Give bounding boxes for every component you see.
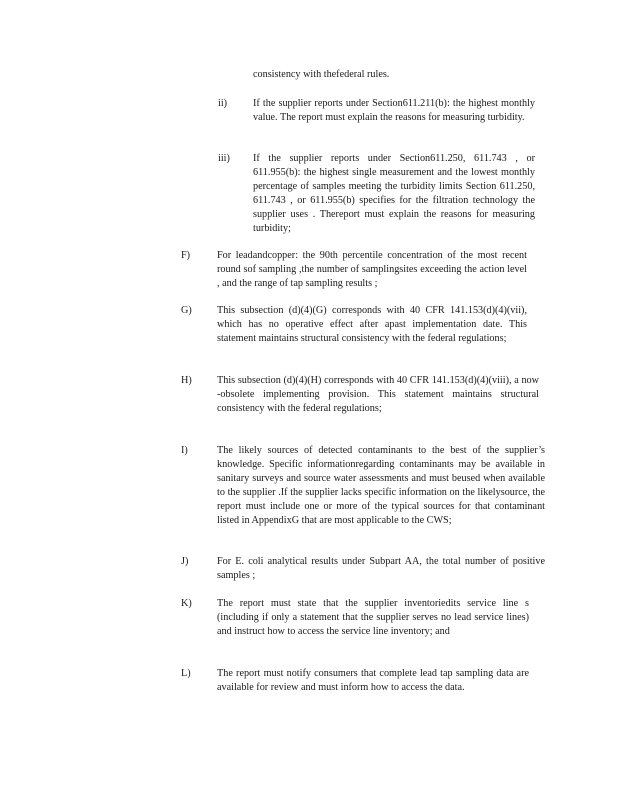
item-marker-j: J) <box>181 556 189 567</box>
item-text-g: This subsection (d)(4)(G) corresponds with 40 CFR 141.153(d)(4)(vii), which has no operative effect after apast implementation date. This statement maintains structural consistency with the federal regulations; <box>217 305 527 344</box>
item-text-l: The report must notify consumers that complete lead tap sampling data are available for review and must inform how to access the data. <box>217 668 529 693</box>
item-text-j: For E. coli analytical results under Subpart AA, the total number of positive samples ; <box>217 556 545 581</box>
item-text-k: The report must state that the supplier inventoriedits service line s (including if only a statement that the supplier serves no lead service lines) and instruct how to access the service line inventory; and <box>217 598 529 637</box>
item-marker-h: H) <box>181 375 192 386</box>
item-text-h: This subsection (d)(4)(H) corresponds with 40 CFR 141.153(d)(4)(viii), a now -obsolete implementing provision. This statement maintains structural consistency with the federal regulations; <box>217 375 539 414</box>
item-text-i: The likely sources of detected contaminants to the best of the supplier’s knowledge. Specific informationregarding contaminants may be available in sanitary surveys and source water assessments and must beused when available to the supplier .If the supplier lacks specific information on the likelysource, the report must include one or more of the typical sources for that contaminant listed in AppendixG that are most applicable to the CWS; <box>217 445 545 526</box>
item-marker-l: L) <box>181 668 191 679</box>
continuation-text: consistency with thefederal rules. <box>253 69 390 80</box>
item-marker-f: F) <box>181 250 191 261</box>
item-marker-g: G) <box>181 305 192 316</box>
sub-item-text-iii: If the supplier reports under Section611.250, 611.743 , or 611.955(b): the highest single measurement and the lowest monthly percentage of samples meeting the turbidity limits Section 611.250, 611.743 , or 611.955(b) specifies for the filtration technology the supplier uses . Thereport must explain the reasons for measuring turbidity; <box>253 153 535 234</box>
item-text-f: For leadandcopper: the 90th percentile concentration of the most recent round sof sampling ,the number of samplingsites exceeding the action level , and the range of tap sampling results ; <box>217 250 527 289</box>
item-marker-i: I) <box>181 445 188 456</box>
sub-item-marker-iii: iii) <box>218 153 230 164</box>
sub-item-marker-ii: ii) <box>218 98 228 109</box>
item-marker-k: K) <box>181 598 192 609</box>
sub-item-text-ii: If the supplier reports under Section611.211(b): the highest monthly value. The report must explain the reasons for measuring turbidity. <box>253 98 535 123</box>
